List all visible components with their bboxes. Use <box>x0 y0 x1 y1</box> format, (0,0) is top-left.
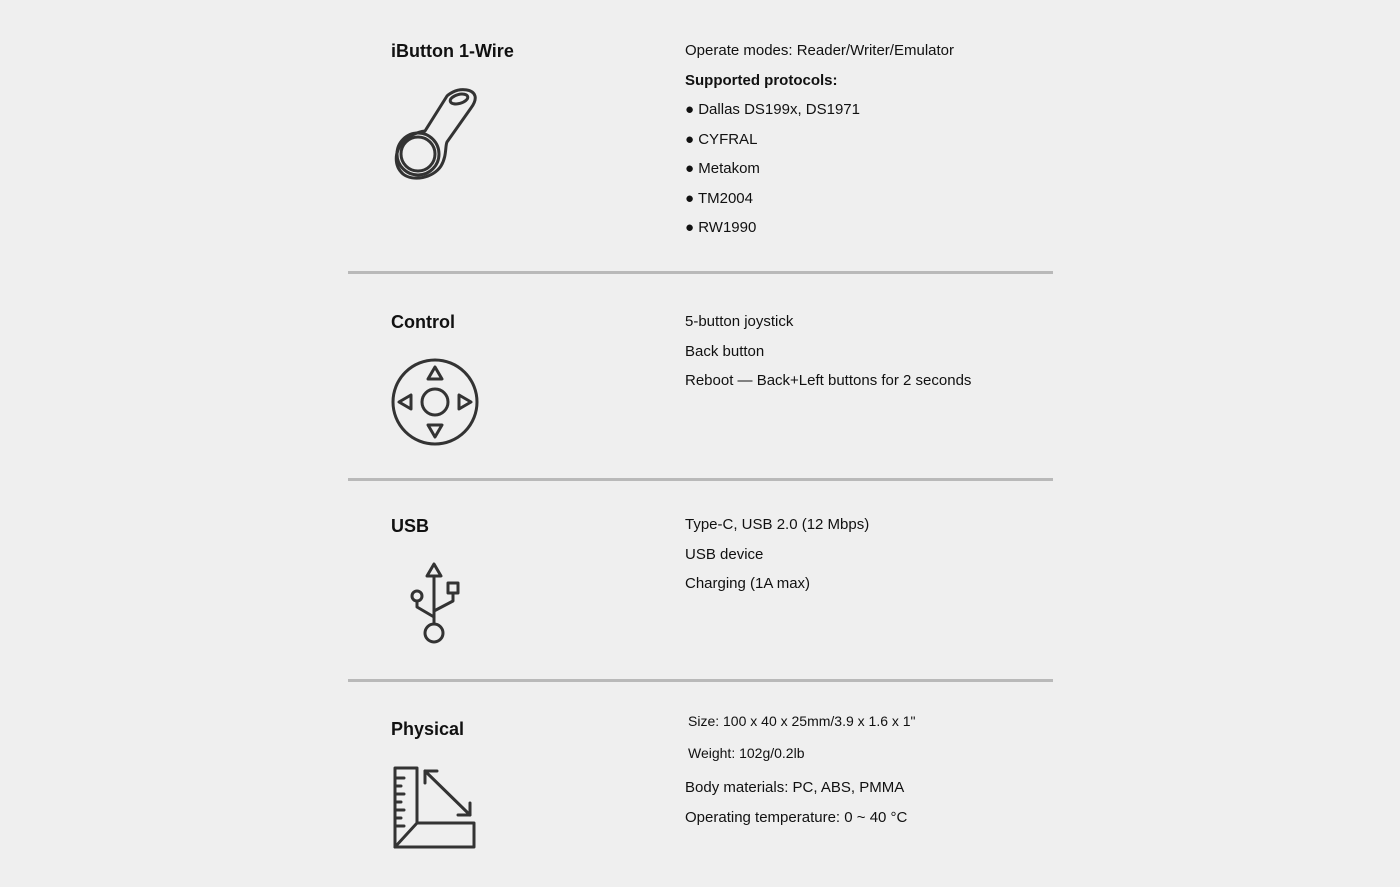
spec-line: ● Metakom <box>685 160 760 177</box>
section-title: USB <box>391 516 430 536</box>
spec-line: 5-button joystick <box>685 313 794 330</box>
spec-list <box>685 307 971 396</box>
spec-list <box>685 773 907 832</box>
spec-line: Back button <box>685 342 765 360</box>
spec-list <box>688 705 916 769</box>
ibutton-key-icon <box>391 86 481 184</box>
spec-line: ● TM2004 <box>685 189 753 207</box>
section-title: Physical <box>391 719 465 739</box>
joystick-icon <box>391 358 481 448</box>
section-ibutton <box>348 0 1053 272</box>
spec-line: Type-C, USB 2.0 (12 Mbps) <box>685 516 870 533</box>
section-title: Control <box>391 312 455 332</box>
spec-line: ● CYFRAL <box>685 130 758 148</box>
section-control <box>348 274 1053 478</box>
section-physical <box>348 682 1053 887</box>
spec-line: Charging (1A max) <box>685 575 811 592</box>
usb-icon <box>408 561 464 649</box>
spec-line: Weight: 102g/0.2lb <box>688 745 805 761</box>
spec-line: USB device <box>685 545 764 563</box>
spec-line: Body materials: PC, ABS, PMMA <box>685 779 905 796</box>
section-title: iButton 1-Wire <box>391 41 514 61</box>
spec-line: ● RW1990 <box>685 219 757 236</box>
spec-line: Operate modes: Reader/Writer/Emulator <box>685 42 954 59</box>
ruler-dimensions-icon <box>391 766 479 852</box>
spec-line: Reboot — Back+Left buttons for 2 seconds <box>685 372 972 389</box>
spec-line: Operating temperature: 0 ~ 40 °C <box>685 808 908 826</box>
spec-list <box>685 510 869 599</box>
section-usb <box>348 481 1053 679</box>
spec-line: ● Dallas DS199x, DS1971 <box>685 101 860 118</box>
spec-list <box>685 36 954 243</box>
spec-line-heading: Supported protocols: <box>685 71 838 89</box>
spec-line: Size: 100 x 40 x 25mm/3.9 x 1.6 x 1" <box>688 713 916 729</box>
